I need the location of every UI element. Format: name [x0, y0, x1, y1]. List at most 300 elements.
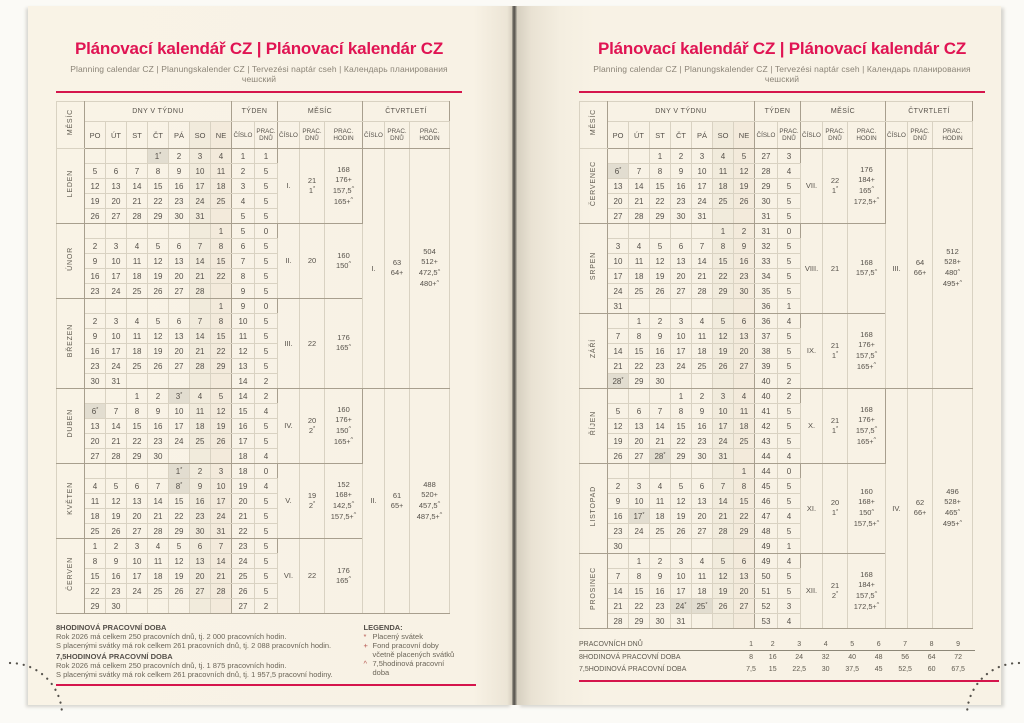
day-cell: 23	[169, 194, 190, 209]
week-number-cell: 35	[755, 284, 778, 299]
holiday-mark: *	[621, 377, 624, 383]
day-cell: 27	[629, 449, 650, 464]
month-name-label: LEDEN	[67, 169, 74, 198]
month-name-label: SRPEN	[590, 251, 597, 281]
month-hours-line: 184+	[858, 579, 875, 589]
day-cell	[608, 389, 629, 404]
month-hours-cell	[325, 149, 363, 224]
month-column-header	[580, 102, 608, 149]
day-cell: 24	[127, 584, 148, 599]
quarter-workdays-line: 62	[915, 498, 925, 507]
day-cell: 29	[671, 449, 692, 464]
month-hours-line: 168	[860, 569, 873, 579]
day-cell: 17	[169, 419, 190, 434]
day-cell: 12	[211, 404, 232, 419]
weekday-header-út: ÚT	[106, 122, 127, 149]
day-cell: 26	[713, 359, 734, 374]
month-name-label: ZÁŘÍ	[590, 338, 597, 359]
day-cell: 6	[127, 479, 148, 494]
day-cell: 8	[650, 164, 671, 179]
quarter-workdays-line: 63	[392, 258, 402, 267]
day-cell: 15	[629, 344, 650, 359]
week-workdays-cell: 4	[778, 614, 801, 629]
day-cell: 13	[106, 179, 127, 194]
week-workdays-cell: 5	[778, 494, 801, 509]
holiday-mark: *	[180, 467, 183, 473]
month-workdays-cell	[300, 224, 325, 299]
week-number-cell: 2	[232, 164, 255, 179]
day-cell: 11	[127, 254, 148, 269]
day-cell: 13	[85, 419, 106, 434]
legend-mark: +	[363, 641, 368, 650]
day-cell: 9	[608, 494, 629, 509]
perforation-arc	[951, 659, 1021, 721]
day-cell	[85, 464, 106, 479]
day-cell: 21	[127, 194, 148, 209]
quarter-hours-line: 472,5^	[418, 268, 441, 277]
month-hours-line: 176	[337, 565, 350, 575]
day-cell: 19	[169, 569, 190, 584]
day-cell: 17	[106, 269, 127, 284]
plus-mark: +	[870, 581, 875, 589]
day-cell: 4	[734, 389, 755, 404]
day-cell: 22	[629, 599, 650, 614]
day-cell: 2	[148, 389, 169, 404]
day-cell: 6*	[85, 404, 106, 419]
weekday-header-so: SO	[190, 122, 211, 149]
month-number-cell: X.	[801, 389, 823, 464]
day-cell: 29	[148, 209, 169, 224]
workdays-hours-table	[579, 638, 975, 675]
day-cell	[148, 464, 169, 479]
day-cell: 23	[734, 269, 755, 284]
hours-value-cell: 60	[927, 665, 936, 673]
holiday-mark: *	[313, 186, 316, 192]
day-cell: 5	[713, 314, 734, 329]
day-cell: 15	[734, 494, 755, 509]
month-hours-line: 150^	[335, 425, 352, 435]
legend	[364, 621, 463, 679]
hours-value-cell: 64	[927, 653, 936, 661]
week-number-cell: 22	[232, 524, 255, 539]
week-number-cell: 13	[232, 359, 255, 374]
day-cell: 23	[650, 599, 671, 614]
day-cell: 19	[148, 344, 169, 359]
month-hours-line: 168	[337, 164, 350, 174]
day-cell: 14	[106, 419, 127, 434]
quarter-hours-line: 520+	[421, 489, 438, 499]
day-cell: 4	[211, 149, 232, 164]
month-name	[57, 539, 85, 614]
day-cell: 20	[169, 269, 190, 284]
month-hours-line: 165^	[335, 343, 352, 352]
day-cell: 7	[106, 404, 127, 419]
day-cell: 18	[734, 419, 755, 434]
day-cell: 21	[190, 269, 211, 284]
month-workdays-header: PRAC. DNŮ	[300, 122, 325, 149]
day-cell: 27	[190, 584, 211, 599]
day-cell: 22	[629, 359, 650, 374]
legend-title: LEGENDA:	[363, 623, 403, 632]
month-number-header: ČÍSLO	[801, 122, 823, 149]
quarter-workdays-cell	[385, 149, 410, 389]
day-cell: 11	[692, 329, 713, 344]
day-cell: 15	[148, 179, 169, 194]
day-cell: 16	[169, 179, 190, 194]
hours-value-cell: 40	[848, 653, 857, 661]
month-hours-line: 176+	[335, 414, 352, 424]
hours-row-label: 8HODINOVÁ PRACOVNÍ DOBA	[579, 653, 681, 661]
header-rule	[56, 91, 462, 93]
day-cell: 3	[106, 314, 127, 329]
header-label-row	[580, 122, 973, 149]
day-cell: 10	[713, 404, 734, 419]
week-number-header: ČÍSLO	[232, 122, 255, 149]
holiday-mark: *	[619, 167, 622, 173]
day-cell: 11	[85, 494, 106, 509]
month-hours-cell	[848, 224, 886, 314]
day-cell: 4	[85, 479, 106, 494]
calendar-table-jan-jun	[56, 101, 450, 614]
plus-mark: +	[870, 499, 875, 506]
weekday-header-út: ÚT	[629, 122, 650, 149]
hours-value-cell: 52,5	[898, 665, 912, 673]
quarter-hours-line: 457,5^	[418, 500, 441, 510]
day-cell: 3	[692, 149, 713, 164]
day-cell: 25	[211, 194, 232, 209]
day-cell: 5	[671, 479, 692, 494]
note-line: S placenými svátky má rok celkem 261 pracovních dnů, tj. 1 957,5 pracovní hodiny.	[56, 670, 333, 679]
day-cell: 15	[211, 329, 232, 344]
quarter-workdays-header: PRAC. DNŮ	[385, 122, 410, 149]
week-number-cell: 43	[755, 434, 778, 449]
hours-value-cell: 67,5	[951, 665, 965, 673]
day-cell: 7	[650, 404, 671, 419]
short-hours-mark: ^	[957, 508, 961, 515]
day-cell: 24	[169, 434, 190, 449]
day-cell: 22	[211, 344, 232, 359]
day-cell: 30	[85, 374, 106, 389]
quarter-number-cell: IV.	[886, 389, 908, 629]
day-cell: 13	[671, 254, 692, 269]
day-cell: 10	[608, 254, 629, 269]
perforation-arc	[8, 659, 78, 721]
weekday-header-st: ST	[127, 122, 148, 149]
week-number-cell: 4	[232, 194, 255, 209]
day-cell: 25*	[692, 599, 713, 614]
day-cell: 16	[85, 269, 106, 284]
week-workdays-cell: 5	[255, 194, 278, 209]
month-workdays-cell	[823, 464, 848, 554]
plus-mark: +	[399, 270, 404, 277]
day-cell: 24*	[671, 599, 692, 614]
short-hours-mark: ^	[437, 501, 441, 507]
month-workdays-cell	[823, 314, 848, 389]
day-cell: 9	[85, 254, 106, 269]
day-cell: 7	[148, 479, 169, 494]
month-hours-line: 172,5+^	[853, 601, 880, 611]
day-cell	[169, 299, 190, 314]
day-cell: 5	[169, 539, 190, 554]
week-number-cell: 23	[232, 539, 255, 554]
day-cell: 2	[692, 389, 713, 404]
month-column-header-label: MĚSÍC	[67, 109, 74, 136]
day-cell: 20	[734, 584, 755, 599]
day-cell: 13	[169, 329, 190, 344]
quarter-hours-header: PRAC. HODIN	[933, 122, 973, 149]
day-cell: 4	[190, 389, 211, 404]
quarter-hours-cell	[933, 389, 973, 629]
day-cell	[650, 299, 671, 314]
week-row	[580, 149, 973, 164]
hours-value-cell: 15	[768, 665, 777, 673]
day-cell: 13	[734, 329, 755, 344]
day-cell: 22	[734, 509, 755, 524]
month-hours-line: 168+	[858, 497, 875, 506]
legend-text: Fond pracovní doby včetně placených svátků	[372, 641, 455, 659]
day-cell: 27	[608, 209, 629, 224]
day-cell: 4	[713, 149, 734, 164]
day-cell: 4	[127, 239, 148, 254]
day-cell: 1	[211, 299, 232, 314]
holiday-mark: *	[836, 426, 839, 432]
hours-value-cell: 9	[941, 638, 975, 651]
day-cell	[211, 209, 232, 224]
month-workdays-cell	[823, 554, 848, 629]
day-cell: 30	[650, 374, 671, 389]
week-workdays-cell: 5	[778, 194, 801, 209]
day-cell: 23	[106, 584, 127, 599]
day-cell: 19	[148, 269, 169, 284]
week-workdays-cell: 5	[778, 404, 801, 419]
week-workdays-cell: 5	[255, 494, 278, 509]
day-cell: 3	[713, 389, 734, 404]
plus-mark: +	[870, 341, 875, 349]
day-cell: 9	[190, 479, 211, 494]
week-workdays-cell: 3	[778, 149, 801, 164]
week-workdays-cell: 5	[778, 329, 801, 344]
day-cell	[148, 299, 169, 314]
day-cell: 27	[106, 209, 127, 224]
worktime-notes	[56, 621, 462, 679]
week-workdays-cell: 5	[778, 434, 801, 449]
month-hours-cell	[848, 464, 886, 554]
week-number-cell: 53	[755, 614, 778, 629]
day-cell: 18	[211, 179, 232, 194]
holiday-mark: *	[313, 426, 316, 432]
day-cell: 26	[85, 209, 106, 224]
day-cell	[127, 374, 148, 389]
day-cell: 7	[692, 239, 713, 254]
week-workdays-cell: 5	[255, 269, 278, 284]
day-cell: 27	[692, 524, 713, 539]
week-number-cell: 45	[755, 479, 778, 494]
week-workdays-cell: 2	[778, 389, 801, 404]
legend-item	[364, 659, 463, 677]
month-hours-line: 168	[860, 258, 873, 267]
week-number-cell: 19	[232, 479, 255, 494]
day-cell: 25	[148, 584, 169, 599]
day-cell: 6	[629, 404, 650, 419]
plus-mark: +	[956, 499, 961, 506]
day-cell	[629, 149, 650, 164]
short-hours-mark: ^	[348, 426, 352, 432]
note-line: S placenými svátky má rok celkem 261 pracovních dnů, tj. 2 088 pracovních hodin.	[56, 641, 332, 650]
day-cell: 2	[85, 314, 106, 329]
note-line: Rok 2026 má celkem 250 pracovních dnů, tj. 1 875 pracovních hodin.	[56, 661, 287, 670]
day-cell: 23	[608, 524, 629, 539]
day-cell: 8	[629, 329, 650, 344]
week-workdays-cell: 5	[255, 209, 278, 224]
day-cell: 9	[106, 554, 127, 569]
month-name-label: DUBEN	[67, 409, 74, 438]
day-cell: 25	[734, 434, 755, 449]
month-hours-line: 157,5+^	[330, 511, 357, 521]
hours-value-cell: 72	[954, 653, 963, 661]
week-row	[57, 149, 450, 164]
day-cell: 10	[671, 569, 692, 584]
day-cell: 15	[85, 569, 106, 584]
day-cell: 16	[650, 584, 671, 599]
day-cell	[169, 449, 190, 464]
day-cell: 26	[713, 599, 734, 614]
quarter-hours-line: 487,5+^	[416, 511, 443, 521]
day-cell: 3	[106, 239, 127, 254]
short-hours-mark: ^	[348, 261, 352, 267]
week-workdays-cell: 4	[255, 479, 278, 494]
short-hours-mark: ^	[874, 591, 878, 597]
quarter-hours-cell	[933, 149, 973, 389]
month-workdays-line: 21	[307, 175, 317, 185]
month-hours-line: 160	[337, 404, 350, 414]
month-column-header-label: MĚSÍC	[590, 109, 597, 136]
day-cell: 1	[713, 224, 734, 239]
day-cell: 13	[190, 554, 211, 569]
day-cell: 26	[671, 524, 692, 539]
day-cell: 7	[127, 164, 148, 179]
day-cell: 8	[127, 404, 148, 419]
month-hours-cell	[325, 299, 363, 389]
hours-value-cell: 37,5	[845, 665, 859, 673]
month-hours-line: 168+	[335, 489, 352, 499]
day-cell: 5	[148, 314, 169, 329]
week-number-cell: 46	[755, 494, 778, 509]
plus-mark: +	[955, 281, 960, 288]
day-cell	[629, 224, 650, 239]
day-cell: 21	[190, 344, 211, 359]
day-cell: 3	[127, 539, 148, 554]
week-workdays-cell: 5	[778, 584, 801, 599]
day-cell: 19	[713, 344, 734, 359]
month-workdays-line: 2*	[308, 500, 316, 510]
week-workdays-cell: 2	[255, 599, 278, 614]
day-cell: 10	[127, 554, 148, 569]
month-hours-cell	[848, 554, 886, 629]
day-cell	[608, 314, 629, 329]
day-cell: 8*	[169, 479, 190, 494]
short-hours-mark: ^	[350, 197, 354, 203]
day-cell: 8	[713, 239, 734, 254]
day-cell	[692, 374, 713, 389]
week-number-cell: 8	[232, 269, 255, 284]
plus-mark: +	[347, 491, 352, 499]
week-number-cell: 20	[232, 494, 255, 509]
month-name	[57, 299, 85, 389]
short-hours-mark: ^	[348, 576, 352, 582]
day-cell: 28	[190, 359, 211, 374]
day-cell: 18	[127, 344, 148, 359]
quarter-group-header: ČTVRTLETÍ	[886, 102, 973, 122]
day-cell: 29	[713, 284, 734, 299]
day-cell: 10	[629, 494, 650, 509]
day-cell: 8	[148, 164, 169, 179]
month-hours-line: 160	[337, 250, 350, 260]
holiday-mark: *	[705, 602, 708, 608]
day-cell: 8	[629, 569, 650, 584]
day-cell: 11	[650, 494, 671, 509]
day-cell: 22	[148, 194, 169, 209]
day-cell: 24	[692, 194, 713, 209]
month-hours-line: 157,5^	[855, 425, 878, 435]
day-cell: 8	[211, 239, 232, 254]
quarter-hours-line: 512+	[421, 257, 438, 266]
month-hours-cell	[325, 389, 363, 464]
month-workdays-line: 1*	[831, 508, 839, 517]
calendar-table-jul-dec	[579, 101, 973, 629]
quarter-hours-line: 512	[946, 247, 959, 256]
day-cell: 19	[85, 194, 106, 209]
day-cell: 23	[650, 359, 671, 374]
month-number-cell: IX.	[801, 314, 823, 389]
month-workdays-line: 1*	[308, 185, 316, 195]
day-cell: 10	[190, 164, 211, 179]
page-left	[28, 6, 512, 705]
hours-value-cell: 1	[739, 638, 763, 651]
weekday-header-čt: ČT	[671, 122, 692, 149]
day-cell: 16	[148, 419, 169, 434]
day-cell: 22	[650, 194, 671, 209]
week-number-cell: 15	[232, 404, 255, 419]
week-number-cell: 14	[232, 389, 255, 404]
day-cell: 13	[734, 569, 755, 584]
day-cell: 3	[629, 479, 650, 494]
week-workdays-cell: 5	[778, 359, 801, 374]
day-cell: 26	[106, 524, 127, 539]
day-cell: 1	[629, 314, 650, 329]
day-cell: 2	[169, 149, 190, 164]
quarter-hours-line: 495+^	[942, 519, 963, 528]
month-name	[57, 224, 85, 299]
legend-mark: ^	[363, 659, 368, 668]
day-cell	[127, 224, 148, 239]
day-cell: 1*	[148, 149, 169, 164]
month-hours-header: PRAC. HODIN	[848, 122, 886, 149]
day-cell	[211, 449, 232, 464]
day-cell: 30	[608, 539, 629, 554]
day-cell: 10	[106, 329, 127, 344]
holiday-mark: *	[836, 186, 839, 192]
month-name	[580, 389, 608, 464]
short-hours-mark: ^	[351, 501, 355, 507]
holiday-mark: *	[180, 482, 183, 488]
plus-mark: +	[433, 491, 438, 499]
day-cell: 7	[190, 314, 211, 329]
day-cell: 6	[169, 314, 190, 329]
day-cell	[190, 449, 211, 464]
month-workdays-line: 22	[307, 338, 317, 348]
week-number-cell: 34	[755, 269, 778, 284]
hours-value-cell: 22,5	[792, 665, 806, 673]
